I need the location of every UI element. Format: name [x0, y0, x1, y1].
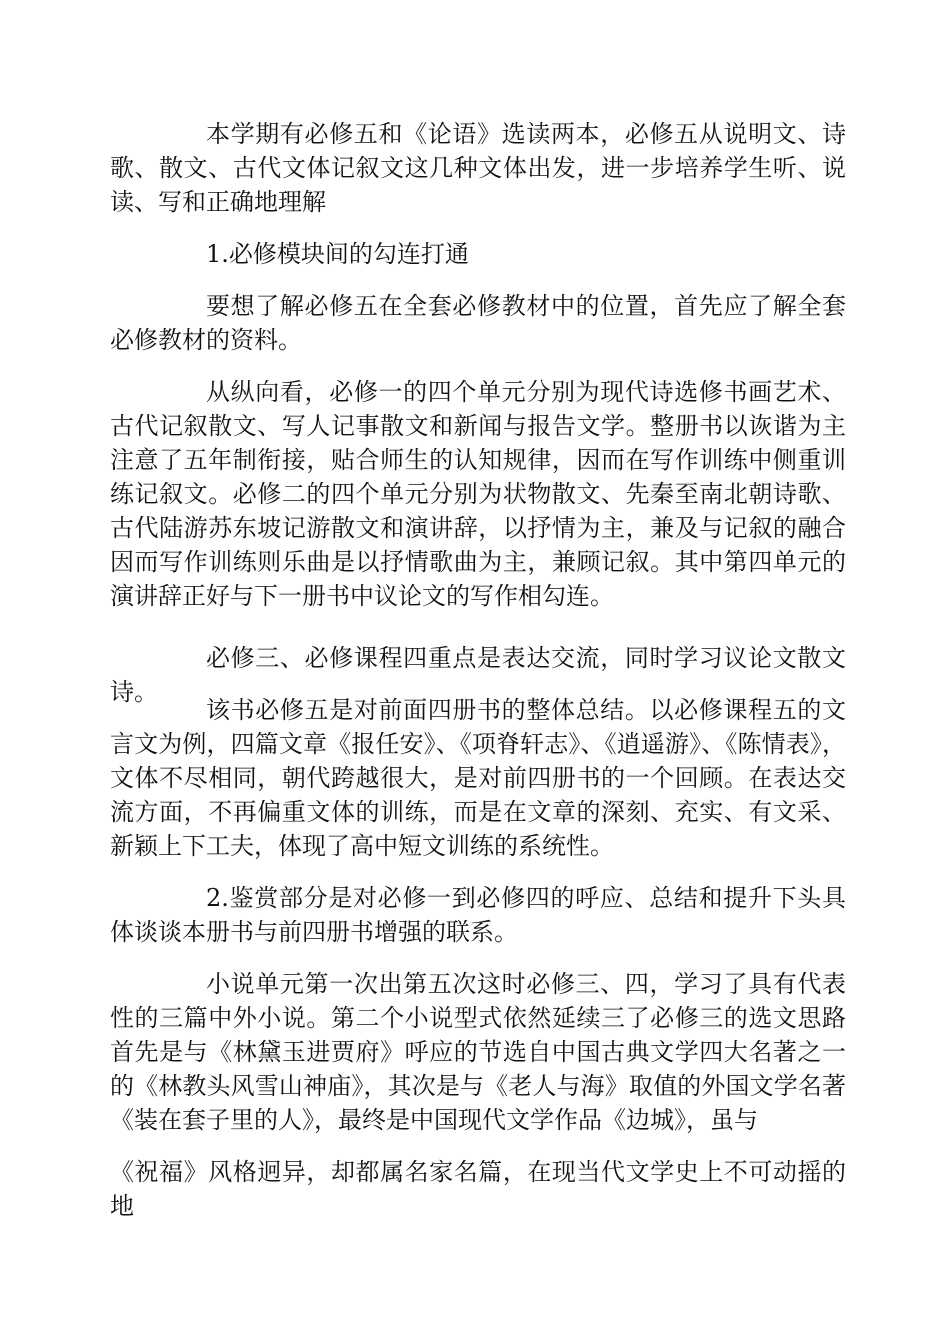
- paragraph-intro: 本学期有必修五和《论语》选读两本，必修五从说明文、诗歌、散文、古代文体记叙文这几种文体出发，进一步培养学生听、说读、写和正确地理解: [110, 120, 846, 216]
- paragraph-continuation: 《祝福》风格迥异，却都属名家名篇，在现当代文学史上不可动摇的地: [110, 1158, 846, 1220]
- section-heading-1: 1.必修模块间的勾连打通: [206, 240, 469, 268]
- paragraph-required-five-summary: 该书必修五是对前面四册书的整体总结。以必修课程五的文言文为例，四篇文章《报任安》、《项脊轩志》、《逍遥游》、《陈情表》，文体不尽相同，朝代跨越很大，是对前四册书的一个回顾。在表达交流方面，不再偏重文体的训练，而是在文章的深刻、充实、有文采、新颖上下工夫，体现了高中短文训练的系统性。: [110, 696, 846, 860]
- section-heading-2: 2.鉴赏部分是对必修一到必修四的呼应、总结和提升下头具体谈谈本册书与前四册书增强的联系。: [110, 884, 846, 946]
- paragraph-textbook-position: 要想了解必修五在全套必修教材中的位置，首先应了解全套必修教材的资料。: [110, 292, 846, 354]
- paragraph-required-three-four: 必修三、必修课程四重点是表达交流，同时学习议论文散文诗。: [110, 644, 846, 706]
- paragraph-novel-unit: 小说单元第一次出第五次这时必修三、四，学习了具有代表性的三篇中外小说。第二个小说型式依然延续三了必修三的选文思路首先是与《林黛玉进贾府》呼应的节选自中国古典文学四大名著之一的《林教头风雪山神庙》，其次是与《老人与海》取值的外国文学名著《装在套子里的人》，最终是中国现代文学作品《边城》，虽与: [110, 970, 846, 1134]
- paragraph-vertical-view: 从纵向看，必修一的四个单元分别为现代诗选修书画艺术、古代记叙散文、写人记事散文和新闻与报告文学。整册书以诙谐为主注意了五年制衔接，贴合师生的认知规律，因而在写作训练中侧重训练记叙文。必修二的四个单元分别为状物散文、先秦至南北朝诗歌、古代陆游苏东坡记游散文和演讲辞，以抒情为主，兼及与记叙的融合因而写作训练则乐曲是以抒情歌曲为主，兼顾记叙。其中第四单元的演讲辞正好与下一册书中议论文的写作相勾连。: [110, 378, 846, 610]
